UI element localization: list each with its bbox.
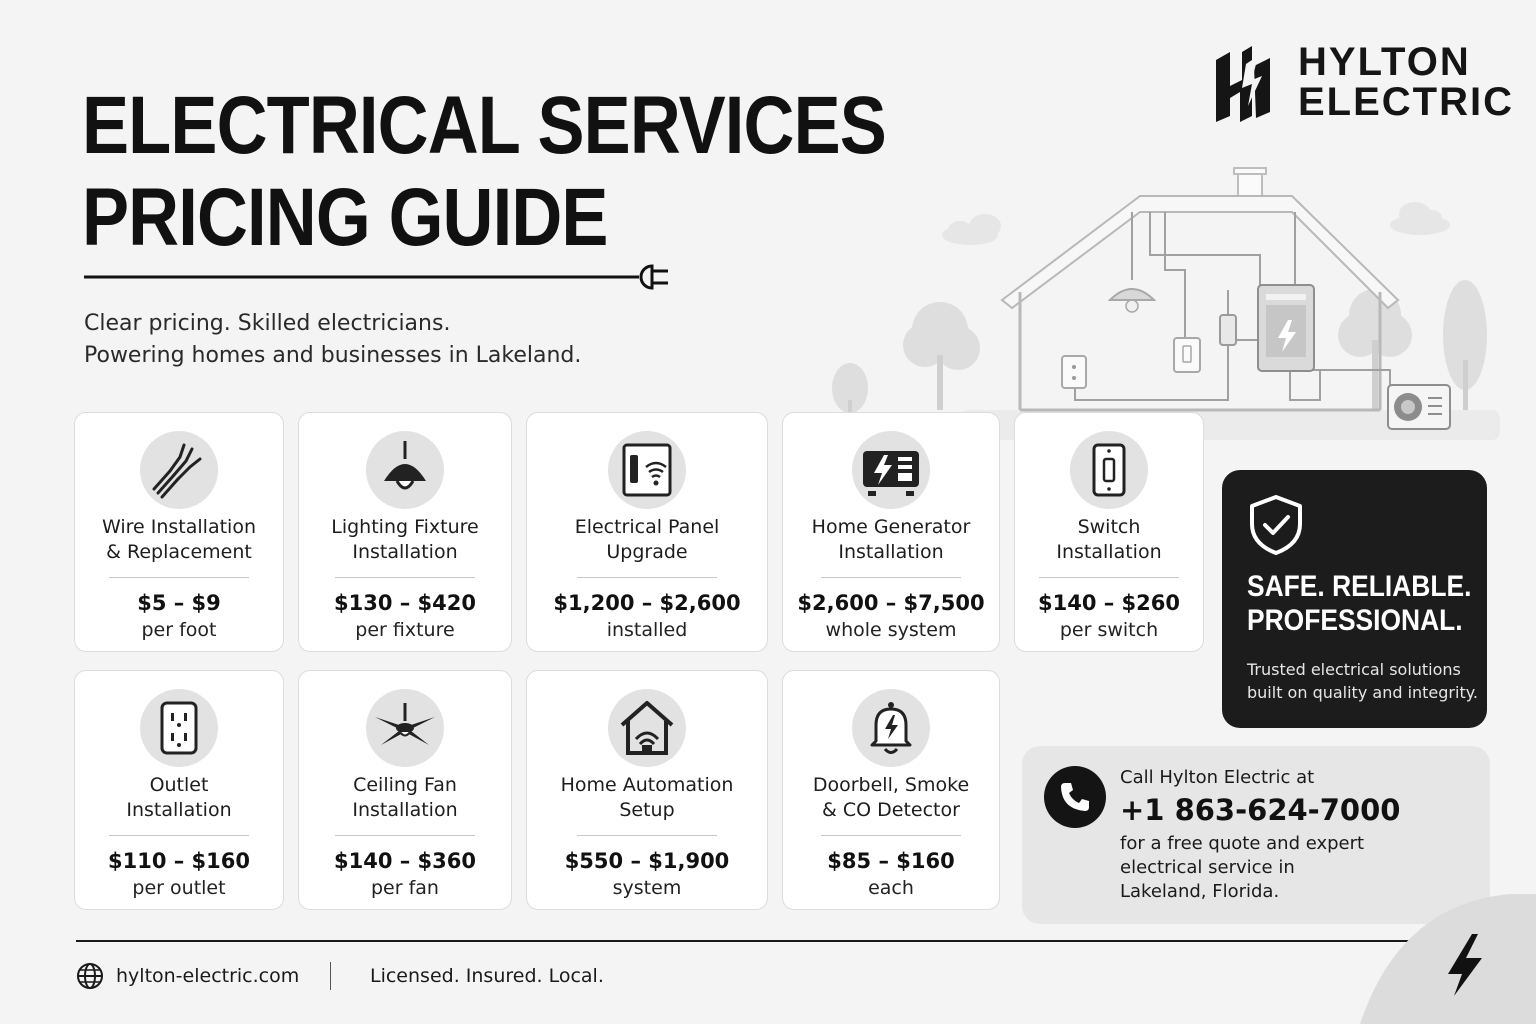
service-unit: installed — [606, 619, 688, 641]
tagline — [84, 308, 704, 372]
service-name — [83, 773, 275, 823]
service-price: $5 – $9 — [137, 591, 221, 615]
service-unit: per outlet — [132, 877, 226, 899]
card-divider — [821, 835, 961, 836]
outlet-icon-badge — [140, 689, 218, 767]
service-name-line-2: & CO Detector — [822, 799, 960, 821]
card-divider — [109, 835, 249, 836]
outlet-icon — [150, 699, 208, 757]
electrical-panel-icon — [618, 441, 676, 499]
title-line-2: PRICING GUIDE — [82, 172, 608, 263]
card-divider — [821, 577, 961, 578]
service-name-line-1: Home Automation — [560, 774, 734, 796]
footer-separator — [330, 962, 331, 990]
title-line-1: ELECTRICAL SERVICES — [82, 80, 886, 171]
card-divider — [335, 577, 475, 578]
service-name-line-1: Doorbell, Smoke — [812, 774, 970, 796]
generator-icon — [860, 441, 922, 499]
service-name-line-1: Ceiling Fan — [353, 774, 457, 796]
wires-icon — [150, 441, 208, 499]
service-card-switch — [1014, 412, 1204, 652]
contact-detail-line-1: for a free quote and expert — [1120, 833, 1365, 854]
service-unit: whole system — [825, 619, 957, 641]
card-divider — [335, 835, 475, 836]
service-unit: each — [868, 877, 914, 899]
service-unit: per fixture — [355, 619, 455, 641]
service-name-line-1: Lighting Fixture — [331, 516, 479, 538]
service-card-lighting — [298, 412, 512, 652]
ceiling-fan-icon — [373, 699, 437, 757]
page-title — [82, 80, 886, 264]
service-name-line-1: Home Generator — [811, 516, 971, 538]
service-card-generator — [782, 412, 1000, 652]
service-name — [535, 773, 759, 823]
panel-icon-badge — [608, 431, 686, 509]
service-name-line-2: Setup — [619, 799, 675, 821]
service-price: $130 – $420 — [333, 591, 477, 615]
lighting-icon-badge — [366, 431, 444, 509]
service-name-line-1: Wire Installation — [101, 516, 256, 538]
service-card-outlet — [74, 670, 284, 910]
shield-check-icon — [1248, 494, 1304, 556]
service-name-line-2: & Replacement — [106, 541, 252, 563]
brand-name — [1298, 42, 1514, 122]
trust-badge — [1222, 470, 1487, 728]
service-name-line-2: Upgrade — [606, 541, 688, 563]
service-unit: per fan — [371, 877, 439, 899]
service-card-wire — [74, 412, 284, 652]
service-name — [307, 515, 503, 565]
footer-note: Licensed. Insured. Local. — [370, 965, 604, 987]
detector-icon-badge — [852, 689, 930, 767]
service-name-line-2: Installation — [1056, 541, 1162, 563]
fan-icon-badge — [366, 689, 444, 767]
service-name — [791, 515, 991, 565]
trust-subtext-line-1: Trusted electrical solutions — [1247, 660, 1461, 679]
light-switch-icon — [1080, 441, 1138, 499]
service-card-detector — [782, 670, 1000, 910]
contact-detail-line-3: Lakeland, Florida. — [1120, 881, 1280, 902]
service-price: $1,200 – $2,600 — [553, 591, 741, 615]
service-unit: per foot — [141, 619, 217, 641]
brand-name-line-1: HYLTON — [1298, 40, 1471, 84]
service-price: $140 – $260 — [1037, 591, 1181, 615]
card-divider — [109, 577, 249, 578]
brand-logo — [1212, 40, 1514, 126]
service-card-fan — [298, 670, 512, 910]
globe-icon — [76, 962, 104, 990]
card-divider — [577, 835, 717, 836]
service-name-line-1: Switch — [1077, 516, 1141, 538]
service-price: $140 – $360 — [333, 849, 477, 873]
service-name — [535, 515, 759, 565]
phone-icon-badge — [1044, 766, 1106, 828]
service-name-line-2: Installation — [352, 799, 458, 821]
service-name-line-1: Outlet — [149, 774, 209, 796]
corner-bolt-icon — [1360, 894, 1536, 1024]
trust-heading-line-2: PROFESSIONAL. — [1247, 604, 1463, 637]
service-price: $2,600 – $7,500 — [797, 591, 985, 615]
service-name — [307, 773, 503, 823]
contact-intro: Call Hylton Electric at — [1120, 767, 1315, 788]
tagline-line-2: Powering homes and businesses in Lakeland. — [84, 343, 582, 368]
trust-subtext — [1247, 658, 1482, 704]
automation-icon-badge — [608, 689, 686, 767]
service-unit: system — [612, 877, 682, 899]
tagline-line-1: Clear pricing. Skilled electricians. — [84, 311, 451, 336]
plug-rule-icon — [84, 262, 674, 292]
trust-subtext-line-2: built on quality and integrity. — [1247, 683, 1478, 702]
card-divider — [577, 577, 717, 578]
service-name — [1023, 515, 1195, 565]
service-card-panel — [526, 412, 768, 652]
footer-divider — [76, 940, 1416, 942]
wire-icon-badge — [140, 431, 218, 509]
service-name-line-2: Installation — [126, 799, 232, 821]
pendant-lamp-icon — [376, 441, 434, 499]
contact-detail-line-2: electrical service in — [1120, 857, 1295, 878]
service-price: $550 – $1,900 — [564, 849, 730, 873]
website-link[interactable]: hylton-electric.com — [116, 965, 300, 987]
phone-icon — [1058, 780, 1092, 814]
service-unit: per switch — [1059, 619, 1159, 641]
bell-bolt-icon — [862, 699, 920, 757]
service-name-line-2: Installation — [838, 541, 944, 563]
house-wiring-illustration — [820, 160, 1510, 450]
service-price: $110 – $160 — [107, 849, 251, 873]
service-name-line-1: Electrical Panel — [574, 516, 720, 538]
service-name — [83, 515, 275, 565]
service-price: $85 – $160 — [827, 849, 955, 873]
switch-icon-badge — [1070, 431, 1148, 509]
service-name — [791, 773, 991, 823]
smart-home-icon — [616, 699, 678, 757]
generator-icon-badge — [852, 431, 930, 509]
footer-website[interactable] — [76, 960, 299, 992]
trust-heading — [1247, 570, 1472, 638]
phone-number[interactable]: +1 863-624-7000 — [1120, 793, 1401, 827]
h-bolt-logo-icon — [1212, 46, 1276, 122]
service-card-automation — [526, 670, 768, 910]
service-name-line-2: Installation — [352, 541, 458, 563]
card-divider — [1039, 577, 1179, 578]
trust-heading-line-1: SAFE. RELIABLE. — [1247, 570, 1472, 603]
brand-name-line-2: ELECTRIC — [1298, 80, 1514, 124]
